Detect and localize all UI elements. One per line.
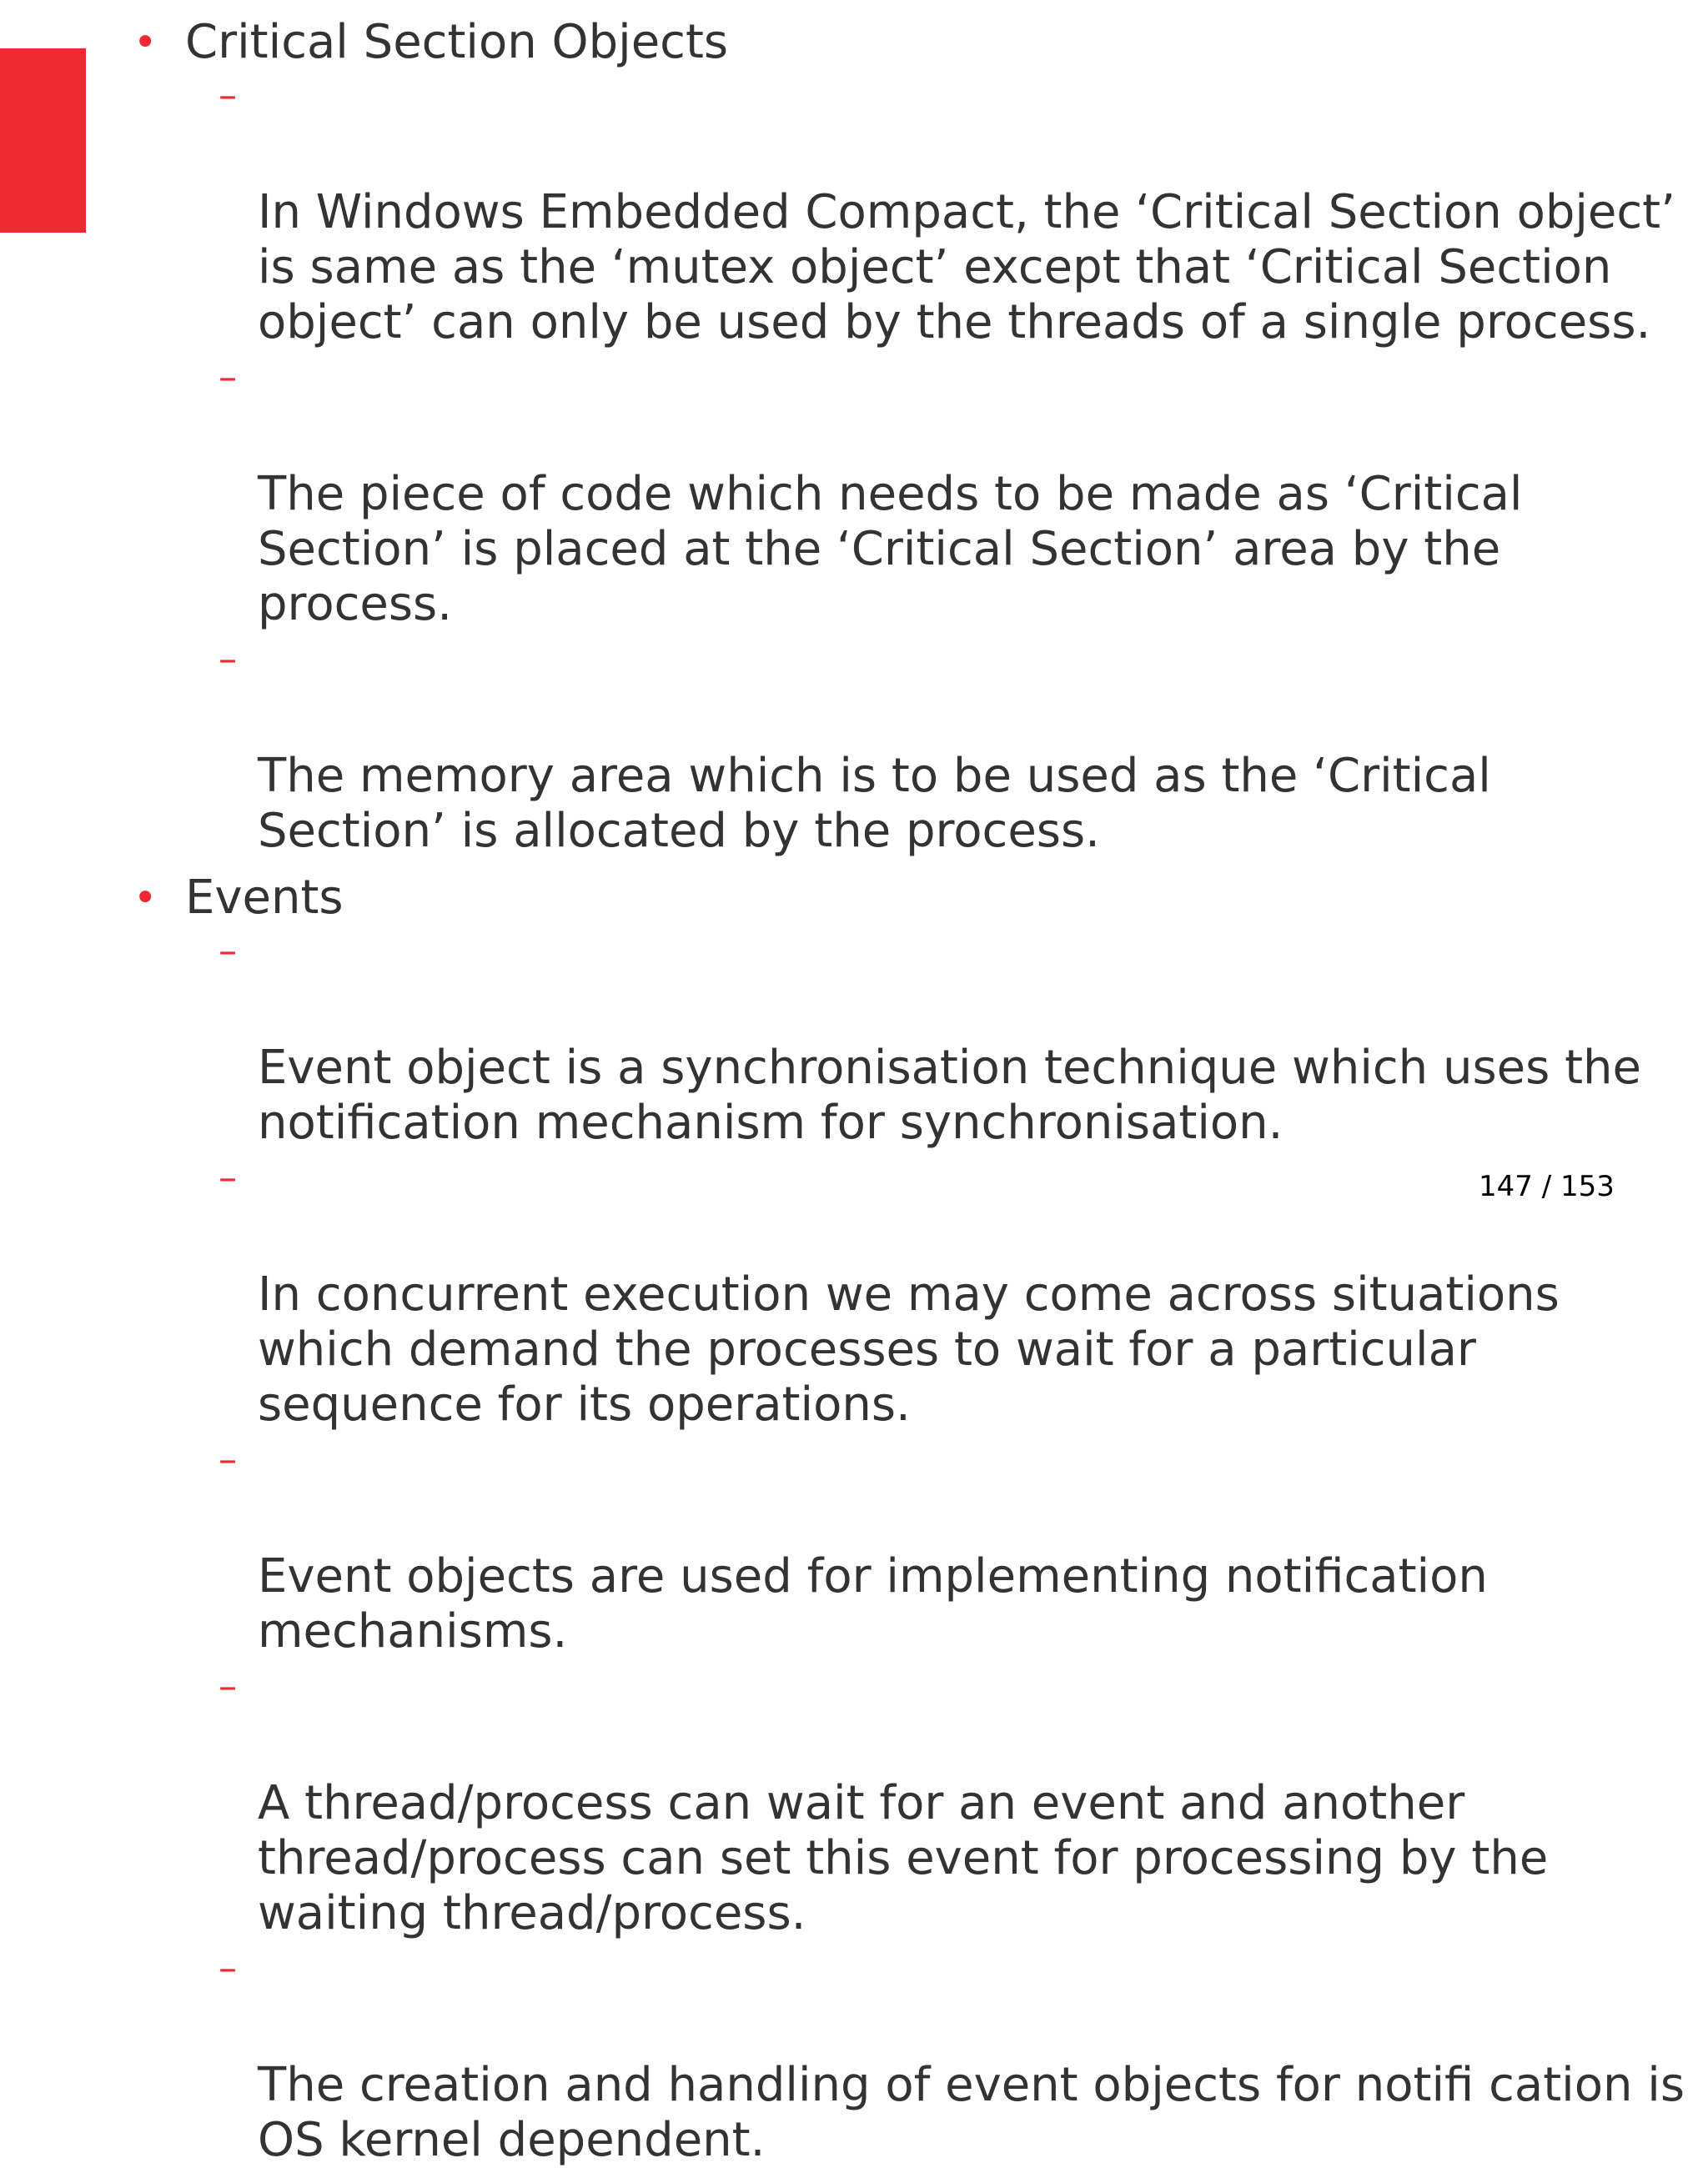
sub-bullet-text: The piece of code which needs to be made as ‘Critical Section’ is placed at the ‘Critical Section’ area by the process. [258, 467, 1523, 631]
sub-bullet [0, 357, 1708, 632]
dash-icon: – [219, 74, 237, 117]
sub-bullet [0, 639, 1708, 859]
dash-icon: – [219, 1665, 237, 1708]
dash-icon: – [219, 1157, 237, 1199]
sub-bullet [0, 1666, 1708, 1941]
sub-bullet [0, 1439, 1708, 1659]
bullet-heading: Critical Section Objects [185, 15, 729, 69]
sub-bullet [0, 75, 1708, 350]
bullet-dot-icon: • [133, 875, 158, 921]
sub-bullet-text: In Windows Embedded Compact, the ‘Critical Section object’ is same as the ‘mutex object’ except that ‘Critical Section object’ can only be used by the threads of a single process. [258, 185, 1675, 349]
dash-icon: – [219, 1947, 237, 1990]
sub-bullet-text: A thread/process can wait for an event and another thread/process can set this event for processing by the waiting thread/process. [258, 1776, 1549, 1940]
page-number: 147 / 153 [1479, 1170, 1615, 1203]
sub-bullet-text: Event objects are used for implementing notification mechanisms. [258, 1549, 1488, 1659]
bullet-critical-section-objects [0, 15, 1708, 70]
bullet-events [0, 871, 1708, 926]
bullet-dot-icon: • [133, 19, 158, 66]
dash-icon: – [219, 356, 237, 399]
bullet-heading: Events [185, 871, 344, 925]
sub-bullet-text: The memory area which is to be used as the ‘Critical Section’ is allocated by the process. [258, 749, 1491, 858]
sub-bullet [0, 1157, 1708, 1433]
dash-icon: – [219, 638, 237, 680]
sub-bullet [0, 931, 1708, 1151]
dash-icon: – [219, 930, 237, 972]
sub-bullet-text: The creation and handling of event objects for notifi cation is OS kernel dependent. [258, 2058, 1685, 2167]
dash-icon: – [219, 1438, 237, 1481]
sub-bullet-text: In concurrent execution we may come across situations which demand the processes to wait for a particular sequence for its operations. [258, 1267, 1560, 1432]
sub-bullet [0, 1948, 1708, 2168]
sub-bullet-text: Event object is a synchronisation technique which uses the notification mechanism for synchronisation. [258, 1041, 1641, 1150]
